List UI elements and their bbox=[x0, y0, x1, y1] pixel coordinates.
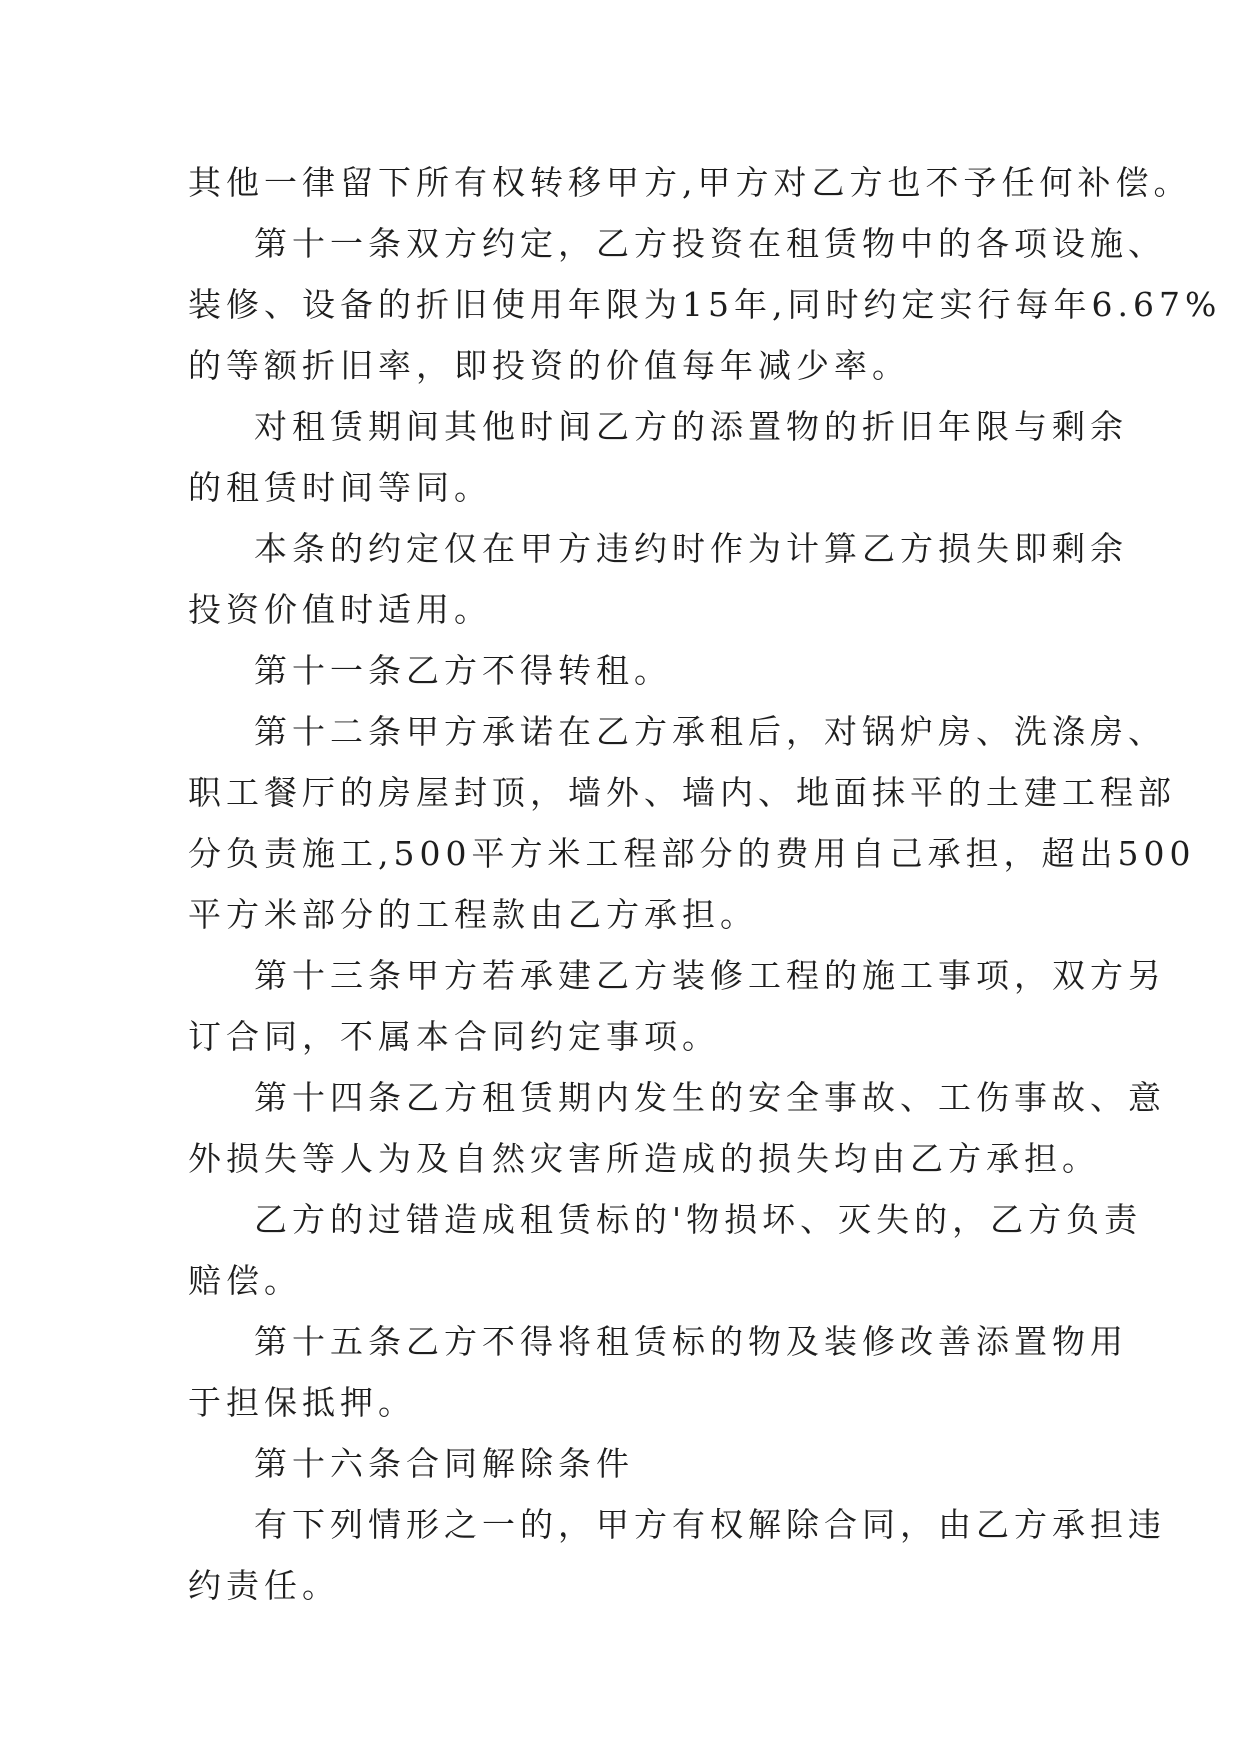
text-line: 第十二条甲方承诺在乙方承租后，对锅炉房、洗涤房、 bbox=[254, 712, 1166, 751]
text-line: 第十一条乙方不得转租。 bbox=[254, 651, 672, 690]
text-line: 赔偿。 bbox=[188, 1261, 302, 1300]
text-line: 其他一律留下所有权转移甲方,甲方对乙方也不予任何补偿。 bbox=[188, 163, 1192, 202]
text-line: 分负责施工,500平方米工程部分的费用自己承担，超出500 bbox=[188, 834, 1196, 873]
text-line: 的租赁时间等同。 bbox=[188, 468, 492, 507]
text-line: 乙方的过错造成租赁标的'物损坏、灭失的，乙方负责 bbox=[254, 1200, 1143, 1239]
text-line: 第十六条合同解除条件 bbox=[254, 1444, 634, 1483]
text-line: 外损失等人为及自然灾害所造成的损失均由乙方承担。 bbox=[188, 1139, 1100, 1178]
text-line: 的等额折旧率，即投资的价值每年减少率。 bbox=[188, 346, 910, 385]
text-line: 有下列情形之一的，甲方有权解除合同，由乙方承担违 bbox=[254, 1505, 1166, 1544]
text-line: 第十一条双方约定，乙方投资在租赁物中的各项设施、 bbox=[254, 224, 1166, 263]
text-line: 订合同，不属本合同约定事项。 bbox=[188, 1017, 720, 1056]
text-line: 装修、设备的折旧使用年限为15年,同时约定实行每年6.67% bbox=[188, 285, 1222, 324]
text-line: 第十五条乙方不得将租赁标的物及装修改善添置物用 bbox=[254, 1322, 1128, 1361]
text-line: 平方米部分的工程款由乙方承担。 bbox=[188, 895, 758, 934]
text-line: 本条的约定仅在甲方违约时作为计算乙方损失即剩余 bbox=[254, 529, 1128, 568]
text-line: 职工餐厅的房屋封顶，墙外、墙内、地面抹平的土建工程部 bbox=[188, 773, 1176, 812]
text-line: 第十四条乙方租赁期内发生的安全事故、工伤事故、意 bbox=[254, 1078, 1166, 1117]
text-line: 约责任。 bbox=[188, 1566, 340, 1605]
contract-text bbox=[188, 152, 1222, 1616]
text-line: 于担保抵押。 bbox=[188, 1383, 416, 1422]
text-line: 对租赁期间其他时间乙方的添置物的折旧年限与剩余 bbox=[254, 407, 1128, 446]
text-line: 投资价值时适用。 bbox=[188, 590, 492, 629]
text-line: 第十三条甲方若承建乙方装修工程的施工事项，双方另 bbox=[254, 956, 1166, 995]
